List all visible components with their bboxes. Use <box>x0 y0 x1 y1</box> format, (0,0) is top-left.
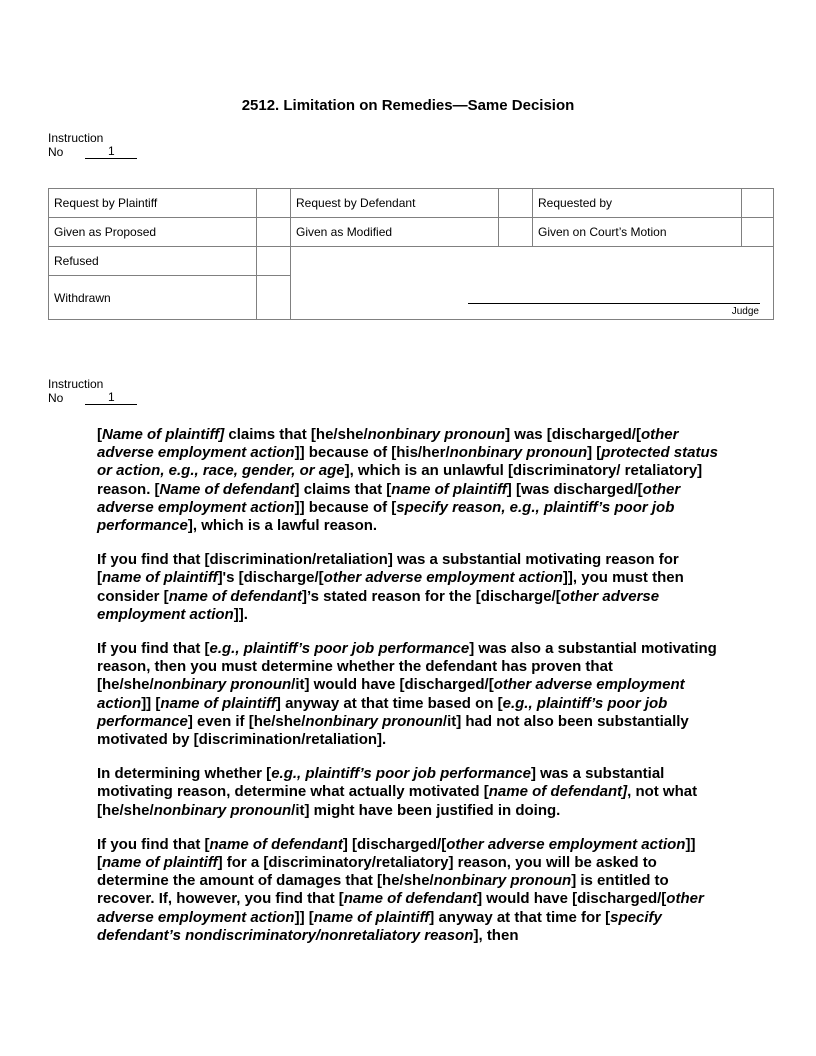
cell-requested-by: Requested by <box>533 189 742 218</box>
checkbox-request-by-defendant[interactable] <box>499 189 533 218</box>
body-text-run: ] was also a substantial motivating reason, then you must determine whether the defendant has proven that [he/she/ <box>97 640 717 694</box>
cell-given-as-modified: Given as Modified <box>291 218 499 247</box>
body-text-run: /it] would have [discharged/[ <box>291 676 494 694</box>
body-text-run: ]] because of [ <box>294 498 397 516</box>
judge-signature-area <box>291 247 774 320</box>
cell-request-by-plaintiff: Request by Plaintiff <box>49 189 257 218</box>
placeholder-text: nonbinary pronoun <box>305 712 443 730</box>
checkbox-given-as-modified[interactable] <box>499 218 533 247</box>
body-text-run: ]’s stated reason for the [discharge/[ <box>302 587 561 605</box>
cell-given-as-proposed: Given as Proposed <box>49 218 257 247</box>
body-text-run: ] anyway at that time for [ <box>429 908 611 926</box>
cell-request-by-defendant: Request by Defendant <box>291 189 499 218</box>
cell-refused: Refused <box>49 247 257 276</box>
body-text-run: ] [discharged/[ <box>342 835 447 853</box>
body-text-run: [ <box>97 426 102 443</box>
body-text-run: /it] might have been justified in doing. <box>291 801 561 819</box>
body-text-run: If you find that [ <box>97 640 210 658</box>
placeholder-text: name of defendant] <box>488 783 628 801</box>
paragraph <box>97 765 722 820</box>
placeholder-text: name of plaintiff <box>391 480 507 498</box>
placeholder-text: name of plaintiff <box>102 569 218 587</box>
body-text-run: In determining whether [ <box>97 765 272 783</box>
body-text-run: ]] [ <box>141 694 161 712</box>
request-disposition-table <box>48 188 774 320</box>
placeholder-text: other adverse employment action <box>97 480 681 516</box>
placeholder-text: e.g., plaintiff’s poor job performance <box>97 694 668 730</box>
page-title: 2512. Limitation on Remedies—Same Decision <box>241 97 575 114</box>
placeholder-text: name of plaintiff <box>313 908 430 926</box>
placeholder-text: name of plaintiff <box>102 854 218 872</box>
body-text-run: ]'s [discharge/[ <box>217 569 324 587</box>
cell-given-on-courts-motion: Given on Court’s Motion <box>533 218 742 247</box>
placeholder-text: Name of plaintiff] <box>102 426 225 443</box>
placeholder-text: nonbinary pronoun <box>153 801 292 819</box>
checkbox-refused[interactable] <box>257 247 291 276</box>
body-text-run: ]] [ <box>97 835 696 872</box>
body-text-run: ] was a substantial motivating reason, determine what actually motivated [ <box>97 765 665 801</box>
checkbox-withdrawn[interactable] <box>257 276 291 320</box>
body-text-run: ], which is a lawful reason. <box>187 517 378 535</box>
body-text-run: ] is entitled to recover. If, however, you find that [ <box>97 872 669 908</box>
placeholder-text: name of defendant <box>343 890 478 908</box>
placeholder-text: name of plaintiff <box>160 694 276 712</box>
placeholder-text: other adverse employment action <box>97 426 679 462</box>
body-text-run: /it] had not also been substantially motivated by [discrimination/retaliation]. <box>97 712 689 749</box>
judge-signature-line[interactable] <box>468 303 760 304</box>
checkbox-requested-by[interactable] <box>742 189 774 218</box>
body-text-run: ] claims that [ <box>294 480 392 498</box>
checkbox-request-by-plaintiff[interactable] <box>257 189 291 218</box>
placeholder-text: other adverse employment action <box>97 890 704 926</box>
placeholder-text: nonbinary pronoun <box>153 676 292 694</box>
placeholder-text: nonbinary pronoun <box>433 872 572 890</box>
paragraph <box>97 640 722 749</box>
body-text-run: claims that [he/she/ <box>224 426 368 443</box>
body-text-run: ], which is an unlawful [discriminatory/ retaliatory] reason. [ <box>97 462 703 498</box>
body-text-run: , not what [he/she/ <box>97 783 698 819</box>
instruction-label: Instruction <box>48 377 104 391</box>
paragraph <box>97 426 722 535</box>
placeholder-text: nonbinary pronoun <box>367 426 506 443</box>
instruction-no-value: 1 <box>85 391 137 405</box>
placeholder-text: other adverse employment action <box>97 676 685 712</box>
cell-withdrawn: Withdrawn <box>49 276 257 320</box>
body-text-run: ] for a [discriminatory/retaliatory] reason, you will be asked to determine the amount of damages that [he/she/ <box>97 854 657 890</box>
instruction-number-block-bottom <box>48 377 137 405</box>
paragraph <box>97 836 722 945</box>
checkbox-given-as-proposed[interactable] <box>257 218 291 247</box>
placeholder-text: nonbinary pronoun <box>449 444 588 462</box>
body-text-run: ], then <box>473 926 519 944</box>
instruction-no-value: 1 <box>85 145 137 159</box>
paragraph <box>97 551 722 624</box>
body-text-run: If you find that [discrimination/retaliation] was a substantial motivating reason for [ <box>97 551 679 587</box>
placeholder-text: specify defendant’s nondiscriminatory/nonretaliatory reason <box>97 908 662 944</box>
body-text-run: ]]. <box>233 605 248 623</box>
body-text-run: ] [was discharged/[ <box>506 480 643 498</box>
checkbox-given-on-courts-motion[interactable] <box>742 218 774 247</box>
instruction-number-block-top <box>48 131 137 159</box>
placeholder-text: name of defendant <box>168 587 303 605</box>
placeholder-text: e.g., plaintiff’s poor job performance <box>209 640 470 658</box>
instruction-no-label: No <box>48 391 64 405</box>
instruction-no-label: No <box>48 145 64 159</box>
placeholder-text: other adverse employment action <box>97 587 660 623</box>
body-text-run: ] anyway at that time based on [ <box>275 694 503 712</box>
body-text-run: ]] because of [his/her/ <box>294 444 450 462</box>
placeholder-text: e.g., plaintiff’s poor job performance <box>271 765 531 783</box>
placeholder-text: other adverse employment action <box>446 835 686 853</box>
body-text-run: If you find that [ <box>97 835 210 853</box>
placeholder-text: protected status or action, e.g., race, gender, or age <box>97 444 718 480</box>
body-text-run: ]], you must then consider [ <box>97 569 684 605</box>
body-text-run: ] would have [discharged/[ <box>477 890 667 908</box>
placeholder-text: Name of defendant <box>159 480 295 498</box>
placeholder-text: name of defendant <box>209 835 343 853</box>
body-text-run: ] even if [he/she/ <box>187 712 306 730</box>
placeholder-text: specify reason, e.g., plaintiff’s poor job performance <box>97 498 675 535</box>
instruction-body <box>97 426 722 961</box>
placeholder-text: other adverse employment action <box>323 569 563 587</box>
judge-label: Judge <box>731 306 759 317</box>
instruction-label: Instruction <box>48 131 104 145</box>
body-text-run: ]] [ <box>294 908 314 926</box>
body-text-run: ] was [discharged/[ <box>505 426 641 443</box>
body-text-run: ] [ <box>587 444 602 462</box>
